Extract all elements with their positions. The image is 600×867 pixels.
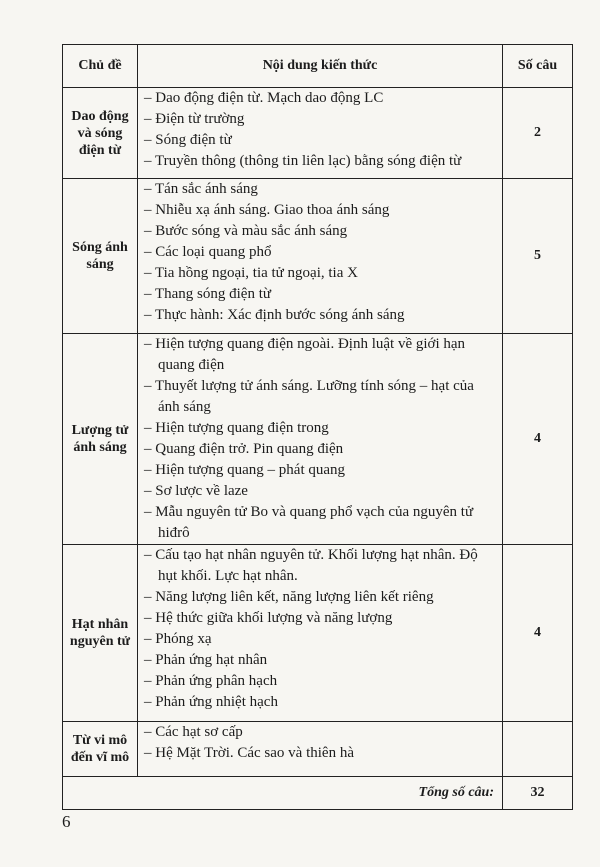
list-item: – Cấu tạo hạt nhân nguyên tử. Khối lượng hạt nhân. Độ hụt khối. Lực hạt nhân. [144,545,498,587]
list-item: – Hiện tượng quang điện ngoài. Định luật về giới hạn quang điện [144,334,498,376]
total-row [63,777,573,810]
list-item: – Quang điện trở. Pin quang điện [144,439,498,460]
table-row [63,545,573,722]
total-value: 32 [503,777,573,810]
table-row [63,179,573,334]
content-cell [138,722,503,777]
list-item: – Mẫu nguyên tử Bo và quang phổ vạch của nguyên tử hiđrô [144,502,498,544]
list-item: – Phản ứng hạt nhân [144,650,498,671]
list-item: – Sơ lược về laze [144,481,498,502]
list-item: – Phản ứng phân hạch [144,671,498,692]
content-cell [138,545,503,722]
list-item: – Dao động điện từ. Mạch dao động LC [144,88,498,109]
list-item: – Truyền thông (thông tin liên lạc) bằng sóng điện từ [144,151,498,172]
list-item: – Tán sắc ánh sáng [144,179,498,200]
list-item: – Bước sóng và màu sắc ánh sáng [144,221,498,242]
list-item: – Điện từ trường [144,109,498,130]
count-cell: 2 [503,88,573,179]
table-header-row [63,45,573,88]
count-cell: 4 [503,334,573,545]
page-number: 6 [62,812,71,831]
content-cell [138,334,503,545]
topic-cell: Sóng ánh sáng [63,179,138,334]
list-item: – Thực hành: Xác định bước sóng ánh sáng [144,305,498,326]
content-cell [138,179,503,334]
count-cell: 4 [503,545,573,722]
header-topic: Chủ đề [63,45,138,88]
list-item: – Phóng xạ [144,629,498,650]
list-item: – Thang sóng điện từ [144,284,498,305]
list-item: – Hệ thức giữa khối lượng và năng lượng [144,608,498,629]
list-item: – Tia hồng ngoại, tia tử ngoại, tia X [144,263,498,284]
table-row [63,88,573,179]
list-item: – Sóng điện từ [144,130,498,151]
list-item: – Thuyết lượng tử ánh sáng. Lưỡng tính sóng – hạt của ánh sáng [144,376,498,418]
list-item: – Hệ Mặt Trời. Các sao và thiên hà [144,743,498,764]
header-count: Số câu [503,45,573,88]
table-row [63,334,573,545]
list-item: – Hiện tượng quang – phát quang [144,460,498,481]
table-row [63,722,573,777]
topic-cell: Lượng tử ánh sáng [63,334,138,545]
list-item: – Nhiễu xạ ánh sáng. Giao thoa ánh sáng [144,200,498,221]
list-item: – Các hạt sơ cấp [144,722,498,743]
topic-cell: Dao động và sóng điện từ [63,88,138,179]
topic-cell: Hạt nhân nguyên tử [63,545,138,722]
list-item: – Hiện tượng quang điện trong [144,418,498,439]
list-item: – Phản ứng nhiệt hạch [144,692,498,713]
header-content: Nội dung kiến thức [138,45,503,88]
total-label: Tổng số câu: [63,777,503,810]
topic-cell: Từ vi mô đến vĩ mô [63,722,138,777]
document-page [62,44,572,810]
knowledge-table [62,44,573,810]
count-cell [503,722,573,777]
content-cell [138,88,503,179]
list-item: – Năng lượng liên kết, năng lượng liên kết riêng [144,587,498,608]
count-cell: 5 [503,179,573,334]
list-item: – Các loại quang phổ [144,242,498,263]
